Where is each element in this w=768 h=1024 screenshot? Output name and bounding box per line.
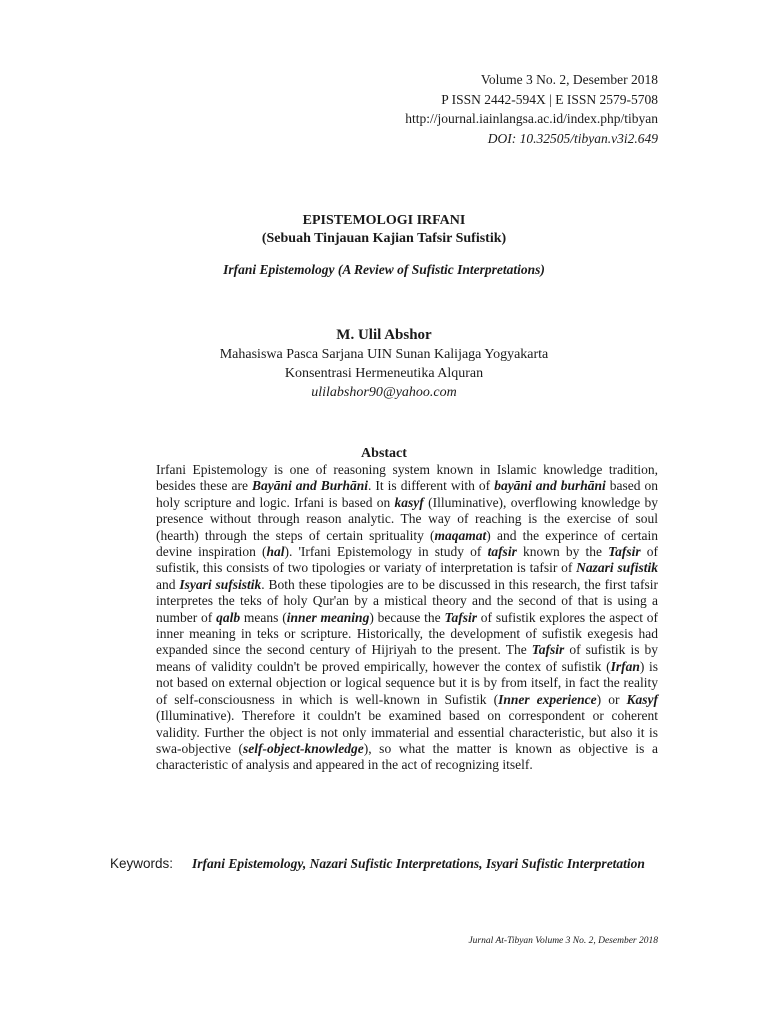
volume-line: Volume 3 No. 2, Desember 2018 (480, 72, 658, 87)
keywords-text: Irfani Epistemology, Nazari Sufistic Interpretations, Isyari Sufistic Interpretation (192, 856, 645, 871)
abstract-term: inner meaning (286, 609, 370, 625)
paper-subtitle: (Sebuah Tinjauan Kajian Tafsir Sufistik) (261, 231, 507, 246)
abstract-text: ) because the (369, 609, 445, 625)
abstract-heading: Abstact (361, 446, 407, 461)
abstract-term: Tafsir (444, 609, 477, 625)
abstract-term: hal (266, 544, 285, 560)
keywords-section (110, 855, 658, 872)
abstract-term: maqamat (434, 527, 487, 543)
abstract-text: . Both these tipologies are to be discussed in this research, the first tafsir interpretes the teks of holy Qur'an by a mistical theory and the second of that is using a number of (156, 576, 659, 625)
abstract-text: ). 'Irfani Epistemology in study of (284, 544, 488, 560)
author-program: Konsentrasi Hermeneutika Alquran (284, 366, 484, 381)
journal-info (405, 70, 658, 148)
abstract-term: Tafsir (531, 642, 565, 658)
abstract-text: based on holy scripture and logic. Irfani is based on (156, 478, 658, 510)
abstract-text: and (156, 576, 180, 592)
abstract-text: (Illuminative), overflowing knowledge by presence without through reason analytic. The way of reaching is the exercise of soul (hearth) through the steps of certain sprituality ( (156, 494, 658, 543)
journal-url-link[interactable]: http://journal.iainlangsa.ac.id/index.php/tibyan (405, 111, 658, 126)
abstract-term: qalb (216, 609, 241, 625)
paper-title: EPISTEMOLOGI IRFANI (302, 213, 466, 228)
abstract-term: Bayāni and Burhāni (251, 478, 369, 494)
abstract-term: Nazari sufistik (576, 560, 658, 576)
abstract-term: Inner experience (498, 691, 597, 707)
abstract-term: self-object-knowledge (243, 740, 364, 756)
author-affiliation: Mahasiswa Pasca Sarjana UIN Sunan Kalijaga Yogyakarta (219, 347, 549, 362)
abstract-text: of sufistik explores the aspect of inner meaning in teks or scripture. Historically, the development of sufistik exegesis had expanded since the second century of Hijriyah to the present. The (156, 609, 659, 658)
abstract-text: known by the (516, 544, 609, 560)
abstract-term: tafsir (487, 544, 517, 560)
author-email-link[interactable]: ulilabshor90@yahoo.com (311, 385, 457, 400)
paper-title-english: Irfani Epistemology (A Review of Sufistic Interpretations) (223, 262, 545, 277)
abstract-term: bayāni and burhāni (494, 478, 606, 494)
author-name: M. Ulil Abshor (336, 327, 432, 343)
abstract-text: (Illuminative). Therefore it couldn't be examined based on correspondent or coherent validity. Further the object is not only immaterial and essential characteristic, but also it is swa-objective ( (156, 708, 658, 756)
abstract-term: kasyf (394, 494, 424, 510)
abstract-text: . It is different with of (368, 478, 495, 494)
author-block (0, 325, 768, 402)
abstract-term: Tafsir (608, 544, 641, 560)
keywords-label: Keywords: (110, 856, 174, 871)
abstract-text: ), so what the matter is known as objective is a characteristic of analysis and appeared in the act of recognizing itself. (156, 740, 658, 773)
abstract-term: Kasyf (626, 691, 658, 707)
title-block (0, 212, 768, 278)
abstract-text: ) and the experince of certain devine inspiration ( (156, 527, 658, 560)
doi-link[interactable]: DOI: 10.32505/tibyan.v3i2.649 (487, 130, 658, 146)
abstract-text: of sufistik, this consists of two tipologies or variaty of interpretation is tafsir of (156, 544, 658, 576)
abstract-term: Isyari sufsistik (179, 576, 262, 592)
issn-line: P ISSN 2442-594X | E ISSN 2579-5708 (441, 91, 658, 107)
abstract-text: of sufistik is by means of validity couldn't be proved empirically, however the contex of sufistik ( (156, 642, 658, 674)
abstract-text: Irfani Epistemology is one of reasoning system known in Islamic knowledge tradition, besides these are (156, 462, 658, 494)
abstract-body (156, 462, 658, 774)
abstract-text: ) is not based on external objection or logical sequence but it is by from itself, in fact the reality of self-consciousness in which is well-known in Sufistik ( (156, 658, 659, 707)
abstract-term: Irfan (610, 658, 640, 674)
abstract-text: means ( (240, 609, 287, 625)
abstract-text: ) or (596, 691, 627, 707)
page-footer: Jurnal At-Tibyan Volume 3 No. 2, Desember 2018 (468, 936, 658, 946)
